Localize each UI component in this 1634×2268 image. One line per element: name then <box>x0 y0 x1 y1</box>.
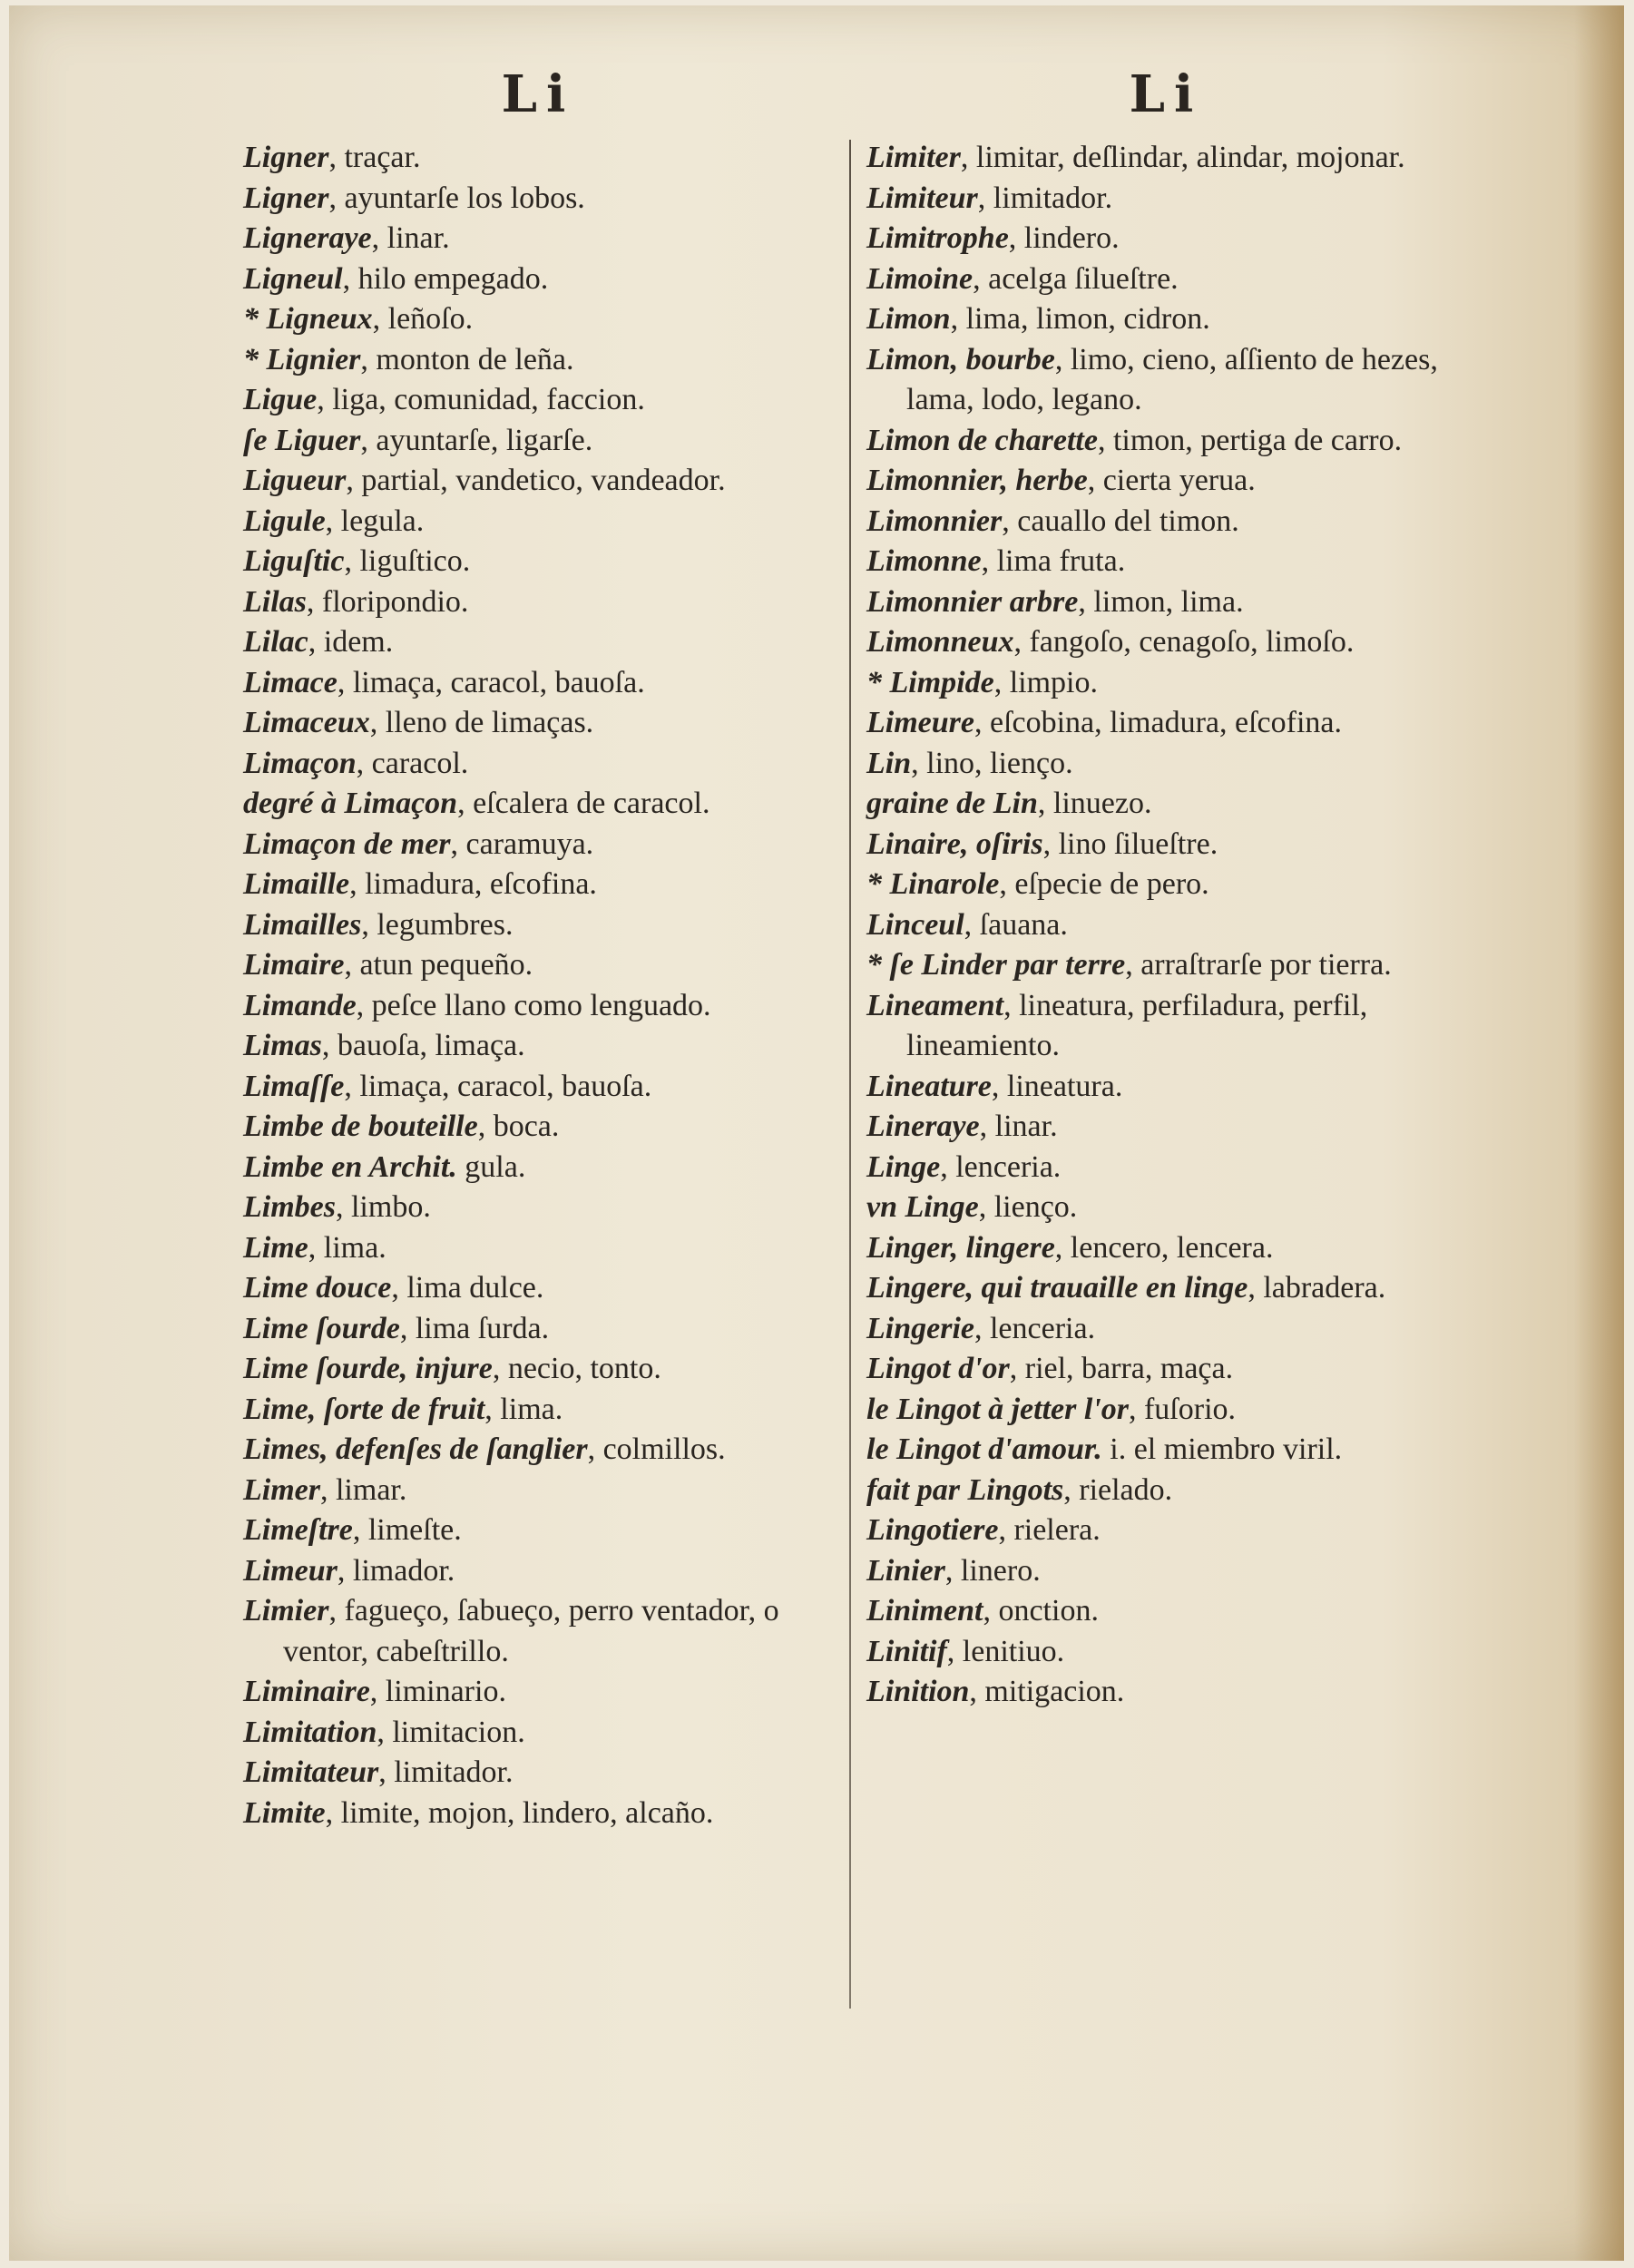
dictionary-entry <box>243 461 871 502</box>
entry-headword: Liguſtic <box>243 544 345 578</box>
entry-translation: , liga, comunidad, faccion. <box>317 383 645 416</box>
entry-translation: i. el miembro viril. <box>1101 1432 1343 1466</box>
entry-translation: , caramuya. <box>450 826 594 861</box>
left-entry-list <box>243 138 833 1833</box>
dictionary-entry <box>243 1591 871 1672</box>
dictionary-entry <box>243 945 871 986</box>
entry-headword: * Limpide <box>866 665 994 699</box>
entry-translation: , limitador. <box>977 181 1113 215</box>
dictionary-entry <box>866 1268 1503 1309</box>
dictionary-entry <box>866 1551 1503 1592</box>
entry-headword: Limonnier, herbe <box>866 464 1088 497</box>
entry-translation: , ſauana. <box>964 907 1068 942</box>
entry-headword: Linaire, oſiris <box>866 826 1043 861</box>
entry-headword: Limeure <box>866 706 974 739</box>
page-edge-shadow <box>1574 5 1624 2261</box>
entry-headword: Limaceux <box>243 706 370 739</box>
dictionary-entry <box>866 986 1503 1067</box>
entry-headword: Limoine <box>866 261 974 296</box>
entry-headword: Limitation <box>243 1715 377 1749</box>
entry-headword: * Ligneux <box>243 302 373 336</box>
entry-headword: Limace <box>243 665 338 699</box>
entry-translation: , monton de leña. <box>360 342 574 376</box>
dictionary-entry <box>243 1188 871 1228</box>
dictionary-entry <box>866 179 1503 220</box>
entry-translation: , lima ſurda. <box>399 1311 550 1345</box>
entry-headword: Limier <box>243 1594 329 1628</box>
dictionary-entry <box>243 825 871 865</box>
entry-headword: Ligneraye <box>243 221 372 255</box>
entry-translation: , fuſorio. <box>1128 1392 1237 1426</box>
dictionary-entry <box>866 542 1503 582</box>
entry-translation: , liminario. <box>369 1675 506 1708</box>
entry-translation: , ayuntarſe los lobos. <box>328 181 585 215</box>
dictionary-entry <box>243 905 871 946</box>
entry-translation: , limador. <box>337 1553 455 1588</box>
dictionary-entry <box>866 622 1503 663</box>
entry-translation: , limaça, caracol, bauoſa. <box>344 1069 652 1103</box>
entry-headword: Lin <box>866 746 912 780</box>
entry-translation: , cierta yerua. <box>1087 464 1256 497</box>
entry-translation: , limar. <box>319 1472 407 1507</box>
entry-translation: , lleno de limaças. <box>369 706 594 739</box>
dictionary-entry <box>243 138 871 179</box>
entry-headword: Limonneux <box>866 625 1014 659</box>
entry-headword: Limonne <box>866 544 982 578</box>
entry-translation: , lima, limon, cidron. <box>950 302 1210 336</box>
entry-headword: Limbes <box>243 1190 336 1224</box>
entry-headword: Limitateur <box>243 1755 379 1789</box>
entry-headword: Limon <box>866 302 951 336</box>
entry-headword: Lineraye <box>866 1110 980 1143</box>
entry-headword: Limaille <box>243 867 350 901</box>
entry-translation: , limadura, eſcofina. <box>349 867 597 901</box>
entry-translation: , lino, lienço. <box>911 746 1073 780</box>
entry-headword: Limande <box>243 988 357 1022</box>
dictionary-entry <box>243 1471 871 1511</box>
entry-headword: Ligneul <box>243 261 343 296</box>
dictionary-entry <box>866 1591 1503 1632</box>
entry-headword: Lingerie <box>866 1311 974 1345</box>
entry-headword: graine de Lin <box>866 787 1038 820</box>
entry-headword: Limbe en Archit. <box>243 1149 457 1184</box>
dictionary-entry <box>866 1228 1503 1269</box>
entry-headword: Limailles <box>243 907 362 942</box>
dictionary-entry <box>243 622 871 663</box>
entry-translation: gula. <box>456 1149 526 1184</box>
entry-headword: Limeſtre <box>243 1513 353 1547</box>
entry-translation: , partial, vandetico, vandeador. <box>346 464 726 497</box>
entry-headword: Lingere, qui trauaille en linge <box>866 1271 1248 1305</box>
entry-translation: , linar. <box>979 1110 1058 1143</box>
entry-headword: Linitif <box>866 1634 947 1668</box>
entry-translation: , lima fruta. <box>981 544 1126 578</box>
entry-translation: , bauoſa, limaça. <box>321 1029 525 1062</box>
entry-translation: , leñoſo. <box>372 302 474 336</box>
entry-translation: , floripondio. <box>306 584 469 619</box>
entry-translation: , limite, mojon, lindero, alcaño. <box>325 1795 714 1830</box>
entry-translation: , lencero, lencera. <box>1054 1230 1274 1265</box>
entry-translation: , timon, pertiga de carro. <box>1097 423 1403 457</box>
dictionary-entry <box>243 865 871 905</box>
column-divider <box>849 140 851 2009</box>
entry-headword: Limite <box>243 1795 326 1830</box>
entry-translation: , eſcobina, limadura, eſcofina. <box>974 706 1342 739</box>
entry-headword: ſe Liguer <box>243 423 361 457</box>
dictionary-entry <box>243 1794 871 1834</box>
entry-translation: , eſpecie de pero. <box>999 867 1209 901</box>
dictionary-entry <box>243 663 871 704</box>
entry-headword: Limitrophe <box>866 221 1009 255</box>
entry-headword: Lilas <box>243 584 307 619</box>
dictionary-entry <box>243 1067 871 1108</box>
dictionary-entry <box>866 865 1503 905</box>
dictionary-entry <box>243 1309 871 1350</box>
dictionary-entry <box>243 1672 871 1713</box>
entry-headword: Lime ſourde, injure <box>243 1352 493 1385</box>
entry-headword: Ligue <box>243 383 318 416</box>
entry-translation: , traçar. <box>328 141 421 174</box>
dictionary-entry <box>866 703 1503 744</box>
entry-translation: , limbo. <box>335 1190 431 1224</box>
entry-headword: Liniment <box>866 1594 983 1628</box>
dictionary-entry <box>243 421 871 462</box>
entry-translation: , idem. <box>308 625 394 659</box>
entry-translation: , legumbres. <box>361 907 514 942</box>
entry-translation: , atun pequeño. <box>344 948 533 982</box>
entry-translation: , fagueço, ſabueço, perro ventador, o ventor, cabeſtrillo. <box>283 1594 779 1668</box>
dictionary-entry <box>243 744 871 785</box>
entry-translation: , lineatura, perfiladura, perfil, lineamiento. <box>906 988 1368 1062</box>
left-column <box>243 60 833 1833</box>
entry-translation: , boca. <box>477 1110 560 1143</box>
dictionary-entry <box>243 1349 871 1390</box>
entry-translation: , linero. <box>944 1553 1041 1588</box>
entry-translation: , limo, cieno, aſſiento de hezes, lama, lodo, legano. <box>906 342 1438 416</box>
dictionary-entry <box>243 784 871 825</box>
dictionary-entry <box>866 299 1503 340</box>
dictionary-entry <box>866 1067 1503 1108</box>
entry-headword: Limon, bourbe <box>866 342 1055 376</box>
dictionary-entry <box>243 1268 871 1309</box>
dictionary-entry <box>243 986 871 1027</box>
dictionary-entry <box>866 1148 1503 1188</box>
right-column-heading: Li <box>1129 64 1203 124</box>
entry-translation: , rielera. <box>998 1513 1101 1547</box>
entry-translation: , limitar, deſlindar, alindar, mojonar. <box>960 141 1405 174</box>
entry-translation: , ayuntarſe, ligarſe. <box>360 423 593 457</box>
entry-translation: , hilo empegado. <box>342 261 549 296</box>
entry-translation: , lenceria. <box>940 1149 1062 1184</box>
entry-translation: , peſce llano como lenguado. <box>356 988 711 1022</box>
entry-translation: , caracol. <box>356 746 469 780</box>
dictionary-entry <box>243 502 871 543</box>
entry-headword: Limiteur <box>866 181 978 215</box>
dictionary-entry <box>866 1390 1503 1431</box>
entry-translation: , eſcalera de caracol. <box>457 787 710 820</box>
dictionary-entry <box>866 825 1503 865</box>
entry-headword: Ligner <box>243 141 329 174</box>
entry-headword: Limaçon de mer <box>243 826 451 861</box>
entry-translation: , arraſtrarſe por tierra. <box>1125 948 1392 982</box>
dictionary-entry <box>243 1148 871 1188</box>
entry-translation: , labradera. <box>1248 1271 1386 1305</box>
dictionary-entry <box>866 905 1503 946</box>
entry-headword: Lingot d'or <box>866 1352 1010 1385</box>
entry-headword: Lineature <box>866 1069 992 1103</box>
dictionary-entry <box>866 582 1503 623</box>
entry-headword: Limbe de bouteille <box>243 1110 478 1143</box>
dictionary-entry <box>866 1309 1503 1350</box>
dictionary-entry <box>866 1349 1503 1390</box>
entry-headword: fait par Lingots <box>866 1472 1064 1507</box>
dictionary-entry <box>243 179 871 220</box>
entry-headword: * Linarole <box>866 867 1000 901</box>
entry-translation: , lienço. <box>978 1190 1078 1224</box>
dictionary-entry <box>866 1107 1503 1148</box>
entry-headword: le Lingot à jetter l'or <box>866 1392 1129 1426</box>
dictionary-entry <box>243 1228 871 1269</box>
entry-headword: Limaire <box>243 948 345 982</box>
entry-translation: , fangoſo, cenagoſo, limoſo. <box>1013 625 1355 659</box>
entry-translation: , lima. <box>484 1392 563 1426</box>
entry-headword: Lingotiere <box>866 1513 999 1547</box>
dictionary-entry <box>866 461 1503 502</box>
dictionary-entry <box>866 1510 1503 1551</box>
entry-headword: Linition <box>866 1675 970 1708</box>
dictionary-entry <box>866 744 1503 785</box>
entry-translation: , linar. <box>371 221 450 255</box>
dictionary-entry <box>243 340 871 381</box>
entry-headword: Lime ſourde <box>243 1311 400 1345</box>
dictionary-entry <box>243 1026 871 1067</box>
entry-headword: Limiter <box>866 141 961 174</box>
entry-translation: , legula. <box>325 503 425 538</box>
dictionary-entry <box>866 1471 1503 1511</box>
entry-headword: Limes, defenſes de ſanglier <box>243 1432 588 1466</box>
dictionary-entry <box>866 421 1503 462</box>
entry-translation: , limitador. <box>378 1755 514 1789</box>
left-column-heading: Li <box>501 64 575 124</box>
dictionary-entry <box>243 299 871 340</box>
dictionary-entry <box>866 259 1503 300</box>
dictionary-page <box>9 5 1624 2261</box>
entry-translation: , limaça, caracol, bauoſa. <box>337 665 645 699</box>
entry-translation: , lima dulce. <box>391 1271 544 1305</box>
entry-headword: Lime douce <box>243 1271 392 1305</box>
entry-headword: Limas <box>243 1029 322 1062</box>
entry-headword: Lime <box>243 1230 308 1265</box>
entry-translation: , limon, lima. <box>1078 584 1244 619</box>
entry-headword: Liminaire <box>243 1675 370 1708</box>
dictionary-entry <box>866 945 1503 986</box>
entry-headword: degré à Limaçon <box>243 787 458 820</box>
entry-translation: , acelga ſilueſtre. <box>973 261 1179 296</box>
entry-headword: Limonnier <box>866 503 1003 538</box>
dictionary-entry <box>243 380 871 421</box>
entry-headword: Linceul <box>866 907 964 942</box>
entry-translation: , lindero. <box>1008 221 1120 255</box>
entry-headword: Linge <box>866 1149 941 1184</box>
dictionary-entry <box>243 703 871 744</box>
dictionary-entry <box>243 259 871 300</box>
entry-headword: Ligner <box>243 181 329 215</box>
dictionary-entry <box>243 219 871 259</box>
entry-translation: , liguſtico. <box>344 544 471 578</box>
entry-translation: , limpio. <box>993 665 1098 699</box>
entry-headword: Linger, lingere <box>866 1230 1055 1265</box>
entry-headword: Limon de charette <box>866 423 1098 457</box>
entry-headword: Ligule <box>243 503 326 538</box>
dictionary-entry <box>866 1632 1503 1673</box>
entry-translation: , mitigacion. <box>969 1675 1125 1708</box>
entry-translation: , limitacion. <box>377 1715 525 1749</box>
dictionary-entry <box>243 1107 871 1148</box>
dictionary-entry <box>866 663 1503 704</box>
dictionary-entry <box>243 542 871 582</box>
entry-translation: , lino ſilueſtre. <box>1042 826 1218 861</box>
dictionary-entry <box>866 1430 1503 1471</box>
entry-headword: Linier <box>866 1553 945 1588</box>
dictionary-entry <box>866 340 1503 421</box>
entry-headword: le Lingot d'amour. <box>866 1432 1102 1466</box>
entry-translation: , riel, barra, maça. <box>1009 1352 1234 1385</box>
entry-headword: Limer <box>243 1472 320 1507</box>
entry-translation: , necio, tonto. <box>492 1352 661 1385</box>
dictionary-entry <box>243 1430 871 1471</box>
entry-translation: , limeſte. <box>352 1513 462 1547</box>
entry-headword: * ſe Linder par terre <box>866 948 1126 982</box>
dictionary-entry <box>243 1713 871 1754</box>
dictionary-entry <box>866 138 1503 179</box>
entry-headword: vn Linge <box>866 1190 979 1224</box>
right-entry-list <box>866 138 1465 1713</box>
entry-headword: Lime, ſorte de fruit <box>243 1392 485 1426</box>
entry-headword: Lilac <box>243 625 308 659</box>
entry-translation: , onction. <box>983 1594 1099 1628</box>
entry-translation: , lenitiuo. <box>946 1634 1065 1668</box>
entry-headword: Limaſſe <box>243 1069 345 1103</box>
entry-translation: , colmillos. <box>587 1432 726 1466</box>
entry-headword: Limeur <box>243 1553 338 1588</box>
dictionary-entry <box>243 1390 871 1431</box>
dictionary-entry <box>866 502 1503 543</box>
entry-headword: Limaçon <box>243 746 357 780</box>
entry-translation: , linuezo. <box>1037 787 1152 820</box>
entry-headword: * Lignier <box>243 342 361 376</box>
entry-translation: , rielado. <box>1063 1472 1173 1507</box>
entry-translation: , lima. <box>308 1230 386 1265</box>
dictionary-entry <box>866 1188 1503 1228</box>
dictionary-entry <box>866 1672 1503 1713</box>
entry-headword: Limonnier arbre <box>866 584 1079 619</box>
dictionary-entry <box>866 784 1503 825</box>
entry-translation: , lenceria. <box>974 1311 1096 1345</box>
right-column <box>866 60 1465 1713</box>
dictionary-entry <box>243 1753 871 1794</box>
entry-translation: , lineatura. <box>991 1069 1123 1103</box>
dictionary-entry <box>243 1510 871 1551</box>
dictionary-entry <box>243 1551 871 1592</box>
dictionary-entry <box>243 582 871 623</box>
entry-translation: , cauallo del timon. <box>1002 503 1239 538</box>
entry-headword: Ligueur <box>243 464 347 497</box>
entry-headword: Lineament <box>866 988 1004 1022</box>
dictionary-entry <box>866 219 1503 259</box>
